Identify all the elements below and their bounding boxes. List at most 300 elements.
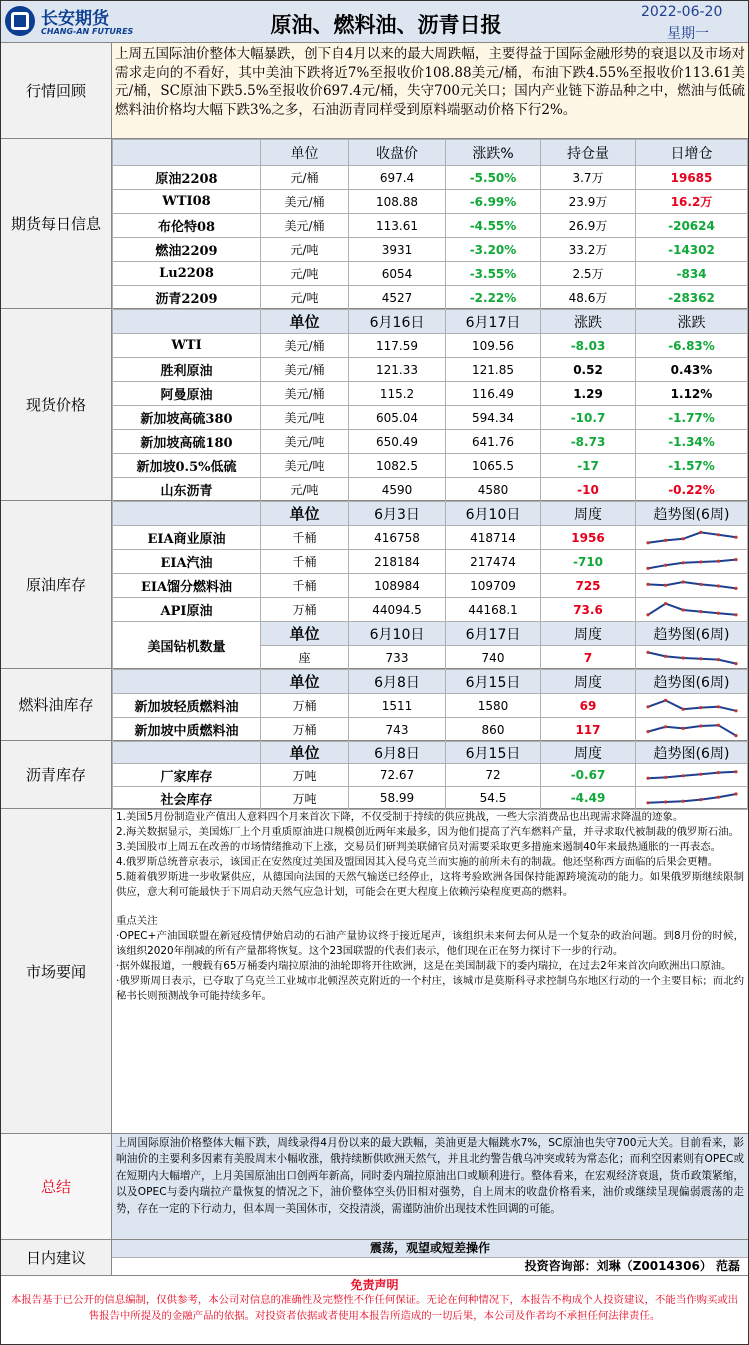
open-interest-cell: 23.9万 [541, 190, 636, 214]
focus-item: ·OPEC+产油国联盟在新冠疫情伊始启动的石油产量协议终于接近尾声，该组织未来何去何从是一个复杂的政治问题。到8月份的时候，该组织2020年削减的所有产量都将恢复。这个23国联盟的代表们表示，他们现在正在努力探讨下一步的行动。 [116, 930, 744, 957]
trend-line [648, 559, 736, 568]
inventory-name: 新加坡轻质燃料油 [113, 694, 261, 718]
futures-header-oi: 持仓量 [541, 140, 636, 166]
company-logo [5, 6, 35, 36]
price-day2-cell: 109.56 [446, 334, 541, 358]
inventory-row [113, 718, 748, 742]
report-weekday: 星期一 [667, 26, 709, 42]
spot-header-d2: 6月17日 [446, 310, 541, 334]
trend-line [648, 603, 736, 614]
news-item: 3.美国股市上周五在改善的市场情绪推动下上涨，交易员们研判美联储官员对需要采取更多措施来遏制40年来最热通胀的一再表态。 [116, 841, 722, 853]
rig-header-row [113, 622, 748, 646]
trend-point [699, 724, 702, 727]
trend-point [699, 773, 702, 776]
trend-cell [636, 694, 748, 718]
trend-point [734, 709, 737, 712]
inventory-name: EIA汽油 [113, 550, 261, 574]
trend-point [681, 580, 684, 583]
trend-point [716, 771, 719, 774]
trend-point [681, 774, 684, 777]
trend-cell [636, 764, 748, 787]
market-review-text: 上周五国际油价整体大幅暴跌，创下自4月以来的最大周跌幅，主要得益于国际金融形势的衰退以及市场对需求走向的不看好，其中美油下跌将近7%至报收价108.88美元/桶，布油下跌4.55%至报收价113.61美元/桶，SC原油下跌5.5%至报收价697.4元/桶，失守700元关口；国内产业链下游品种之中，燃油与低硫燃料油价格均大幅下跌3%之多，石油沥青同样受到原料端驱动价格下行2%。 [112, 43, 748, 139]
rig-header-d2: 6月17日 [446, 622, 541, 646]
unit-cell: 千桶 [261, 526, 349, 550]
fuel-header-blank [113, 670, 261, 694]
contract-name: 燃油2209 [113, 238, 261, 262]
unit-cell: 座 [261, 646, 349, 670]
oi-change-cell: 19685 [636, 166, 748, 190]
weekly-change-cell: -710 [541, 550, 636, 574]
fuel-header-trend: 趋势图(6周) [636, 670, 748, 694]
news-list [116, 810, 744, 900]
change-pct-cell: -4.55% [446, 214, 541, 238]
trend-point [681, 726, 684, 729]
spot-name: 新加坡0.5%低硫 [113, 454, 261, 478]
report-date: 2022-06-20 [641, 4, 723, 20]
fuel-inventory-table [112, 669, 748, 741]
contract-name: 布伦特08 [113, 214, 261, 238]
unit-cell: 美元/桶 [261, 358, 349, 382]
trend-point [699, 706, 702, 709]
value-day1-cell: 108984 [349, 574, 446, 598]
spot-header-d1: 6月16日 [349, 310, 446, 334]
futures-header-change: 涨跌% [446, 140, 541, 166]
spot-header-chg: 涨跌 [541, 310, 636, 334]
price-day1-cell: 1082.5 [349, 454, 446, 478]
open-interest-cell: 26.9万 [541, 214, 636, 238]
futures-row [113, 238, 748, 262]
value-day2-cell: 740 [446, 646, 541, 670]
weekly-change-cell: 7 [541, 646, 636, 670]
weekly-change-cell: 117 [541, 718, 636, 742]
futures-row [113, 286, 748, 310]
unit-cell: 元/吨 [261, 286, 349, 310]
inventory-row [113, 598, 748, 622]
trend-line [648, 772, 736, 778]
disclaimer-title: 免责声明 [350, 1278, 399, 1292]
rig-header-trend: 趋势图(6周) [636, 622, 748, 646]
trend-point [734, 558, 737, 561]
news-item: 1.美国5月份制造业产值出人意料四个月来首次下降，不仅受制于持续的供应挑战，一些大宗消费品也出现需求降温的迹象。 [116, 811, 684, 823]
trend-point [681, 537, 684, 540]
trend-point [734, 792, 737, 795]
unit-cell: 元/吨 [261, 262, 349, 286]
fuel-inventory-label: 燃料油库存 [1, 669, 112, 741]
trend-point [699, 798, 702, 801]
close-price-cell: 3931 [349, 238, 446, 262]
price-day2-cell: 594.34 [446, 406, 541, 430]
asphalt-inventory-table [112, 741, 748, 809]
trend-chart [644, 765, 740, 785]
trend-point [646, 650, 649, 653]
trend-cell [636, 598, 748, 622]
trend-point [664, 602, 667, 605]
header [1, 1, 748, 43]
unit-cell: 元/吨 [261, 238, 349, 262]
weekly-change-cell: 725 [541, 574, 636, 598]
unit-cell: 万桶 [261, 718, 349, 742]
change-cell: -10.7 [541, 406, 636, 430]
value-day1-cell: 44094.5 [349, 598, 446, 622]
price-day2-cell: 641.76 [446, 430, 541, 454]
unit-cell: 美元/桶 [261, 214, 349, 238]
spot-name: 新加坡高硫380 [113, 406, 261, 430]
asphalt-inventory-label: 沥青库存 [1, 741, 112, 809]
trend-point [699, 530, 702, 533]
contract-name: 原油2208 [113, 166, 261, 190]
rig-header-d1: 6月10日 [349, 622, 446, 646]
price-day1-cell: 605.04 [349, 406, 446, 430]
logo-mark-icon [11, 12, 29, 30]
spot-name: 胜利原油 [113, 358, 261, 382]
spot-table [112, 309, 748, 501]
change-pct-cell: 0.43% [636, 358, 748, 382]
trend-point [716, 705, 719, 708]
change-cell: -17 [541, 454, 636, 478]
change-pct-cell: -1.77% [636, 406, 748, 430]
intraday-label: 日内建议 [1, 1240, 112, 1276]
contract-name: 沥青2209 [113, 286, 261, 310]
futures-row [113, 214, 748, 238]
open-interest-cell: 33.2万 [541, 238, 636, 262]
news-item: 4.俄罗斯总统普京表示，该国正在安然度过美国及盟国因其入侵乌克兰而实施的前所未有的制裁。他还坚称西方面临的后果会更糟。 [116, 856, 719, 868]
spot-name: 阿曼原油 [113, 382, 261, 406]
inventory-row [113, 787, 748, 810]
rig-count-name: 美国钻机数量 [113, 622, 261, 670]
asphalt-header-trend: 趋势图(6周) [636, 742, 748, 764]
oi-change-cell: -28362 [636, 286, 748, 310]
oi-change-cell: -14302 [636, 238, 748, 262]
asphalt-header-week: 周度 [541, 742, 636, 764]
open-interest-cell: 3.7万 [541, 166, 636, 190]
futures-row [113, 190, 748, 214]
change-cell: 0.52 [541, 358, 636, 382]
weekly-change-cell: -0.67 [541, 764, 636, 787]
value-day2-cell: 72 [446, 764, 541, 787]
weekly-change-cell: 69 [541, 694, 636, 718]
spot-row [113, 382, 748, 406]
close-price-cell: 113.61 [349, 214, 446, 238]
asphalt-header-d2: 6月15日 [446, 742, 541, 764]
spot-name: 新加坡高硫180 [113, 430, 261, 454]
crude-inventory-label: 原油库存 [1, 501, 112, 669]
unit-cell: 万吨 [261, 787, 349, 810]
unit-cell: 万桶 [261, 694, 349, 718]
value-day1-cell: 72.67 [349, 764, 446, 787]
change-cell: 1.29 [541, 382, 636, 406]
spot-row [113, 430, 748, 454]
trend-chart [644, 600, 740, 620]
crude-header-trend: 趋势图(6周) [636, 502, 748, 526]
value-day2-cell: 109709 [446, 574, 541, 598]
asphalt-header-blank [113, 742, 261, 764]
fuel-header-d1: 6月8日 [349, 670, 446, 694]
inventory-name: 社会库存 [113, 787, 261, 810]
trend-chart [644, 576, 740, 596]
trend-point [681, 608, 684, 611]
trend-point [664, 698, 667, 701]
spot-row [113, 358, 748, 382]
value-day2-cell: 1580 [446, 694, 541, 718]
trend-point [664, 563, 667, 566]
futures-label: 期货每日信息 [1, 139, 112, 309]
price-day1-cell: 115.2 [349, 382, 446, 406]
change-pct-cell: -6.83% [636, 334, 748, 358]
oi-change-cell: -834 [636, 262, 748, 286]
trend-point [646, 541, 649, 544]
spot-name: 山东沥青 [113, 478, 261, 502]
weekly-change-cell: 73.6 [541, 598, 636, 622]
trend-point [716, 658, 719, 661]
unit-cell: 元/吨 [261, 478, 349, 502]
trend-chart [644, 788, 740, 808]
trend-cell [636, 526, 748, 550]
close-price-cell: 697.4 [349, 166, 446, 190]
value-day2-cell: 418714 [446, 526, 541, 550]
trend-point [646, 566, 649, 569]
trend-point [734, 662, 737, 665]
trend-chart [644, 696, 740, 716]
trend-point [716, 584, 719, 587]
trend-cell [636, 787, 748, 810]
inventory-name: 新加坡中质燃料油 [113, 718, 261, 742]
inventory-row [113, 550, 748, 574]
value-day1-cell: 58.99 [349, 787, 446, 810]
crude-header-week: 周度 [541, 502, 636, 526]
disclaimer [1, 1277, 748, 1344]
spot-label: 现货价格 [1, 309, 112, 501]
price-day2-cell: 116.49 [446, 382, 541, 406]
trend-point [664, 654, 667, 657]
unit-cell: 万吨 [261, 764, 349, 787]
trend-line [648, 652, 736, 663]
trend-point [734, 535, 737, 538]
trend-cell [636, 574, 748, 598]
trend-point [681, 561, 684, 564]
trend-cell [636, 646, 748, 670]
close-price-cell: 108.88 [349, 190, 446, 214]
fuel-header-week: 周度 [541, 670, 636, 694]
trend-point [646, 582, 649, 585]
company-name-en: CHANG-AN FUTURES [41, 27, 134, 36]
trend-point [716, 611, 719, 614]
change-pct-cell: 1.12% [636, 382, 748, 406]
news-label: 市场要闻 [1, 809, 112, 1134]
value-day2-cell: 860 [446, 718, 541, 742]
weekly-change-cell: -4.49 [541, 787, 636, 810]
focus-list [116, 929, 744, 1004]
change-pct-cell: -1.34% [636, 430, 748, 454]
price-day2-cell: 4580 [446, 478, 541, 502]
inventory-row [113, 694, 748, 718]
inventory-row [113, 526, 748, 550]
unit-cell: 美元/吨 [261, 454, 349, 478]
futures-header-close: 收盘价 [349, 140, 446, 166]
trend-point [664, 800, 667, 803]
trend-point [681, 707, 684, 710]
value-day1-cell: 733 [349, 646, 446, 670]
change-pct-cell: -5.50% [446, 166, 541, 190]
oi-change-cell: 16.2万 [636, 190, 748, 214]
unit-cell: 万桶 [261, 598, 349, 622]
unit-cell: 元/桶 [261, 166, 349, 190]
futures-header-unit: 单位 [261, 140, 349, 166]
value-day1-cell: 743 [349, 718, 446, 742]
fuel-header-d2: 6月15日 [446, 670, 541, 694]
change-cell: -10 [541, 478, 636, 502]
trend-line [648, 725, 736, 735]
fuel-header-unit: 单位 [261, 670, 349, 694]
trend-point [716, 796, 719, 799]
trend-point [646, 613, 649, 616]
trend-line [648, 582, 736, 588]
change-pct-cell: -1.57% [636, 454, 748, 478]
change-cell: -8.73 [541, 430, 636, 454]
crude-header-d2: 6月10日 [446, 502, 541, 526]
trend-point [664, 725, 667, 728]
spot-row [113, 406, 748, 430]
unit-cell: 千桶 [261, 550, 349, 574]
trend-point [646, 705, 649, 708]
futures-row [113, 262, 748, 286]
trend-chart [644, 720, 740, 740]
unit-cell: 美元/桶 [261, 190, 349, 214]
price-day1-cell: 4590 [349, 478, 446, 502]
trend-point [681, 656, 684, 659]
trend-point [646, 777, 649, 780]
inventory-row [113, 574, 748, 598]
change-pct-cell: -0.22% [636, 478, 748, 502]
asphalt-header-unit: 单位 [261, 742, 349, 764]
inventory-name: EIA商业原油 [113, 526, 261, 550]
inventory-name: API原油 [113, 598, 261, 622]
focus-title: 重点关注 [116, 915, 158, 927]
spot-header-blank [113, 310, 261, 334]
futures-header-oi-change: 日增仓 [636, 140, 748, 166]
change-pct-cell: -6.99% [446, 190, 541, 214]
news-content [112, 809, 748, 1134]
value-day2-cell: 217474 [446, 550, 541, 574]
trend-chart [644, 528, 740, 548]
crude-inventory-table [112, 501, 748, 669]
focus-item: ·据外媒报道，一艘载有65万桶委内瑞拉原油的油轮即将开往欧洲，这是在美国制裁下的委内瑞拉，在过去2年来首次向欧洲出口原油。 [116, 960, 732, 972]
value-day1-cell: 218184 [349, 550, 446, 574]
trend-point [734, 734, 737, 737]
summary-text: 上周国际原油价格整体大幅下跌，周线录得4月份以来的最大跌幅，美油更是大幅跳水7%，SC原油也失守700元大关。目前看来，影响油价的主要利多因素有美股周末小幅收涨，俄持续断供欧洲天然气，并且北约警告俄乌冲突或转为常态化；而利空因素则有OPEC或在短期内大幅增产，上月美国原油出口创两年新高，同时委内瑞拉原油出口或顺利进行。整体看来，在宏观经济衰退，货币政策紧缩，以及OPEC与委内瑞拉产量恢复的情况之下，油价整体空头仍旧相对强势，自上周末的收盘价格看来，油价或继续呈现偏弱震荡的走势，存在一定的下行动力，但本周一美国休市，交投清淡，需谨防油价出现技术性回调的可能。 [112, 1134, 748, 1240]
price-day1-cell: 121.33 [349, 358, 446, 382]
news-item: 5.随着俄罗斯进一步收紧供应，从德国向法国的天然气输送已经停止，这将考验欧洲各国保持能源跨境流动的能力。如果俄罗斯继续限制供应，意大利可能最快于下周启动天然气应急计划，可能会在更大程度上依赖污染程度更高的燃料。 [116, 871, 744, 898]
unit-cell: 千桶 [261, 574, 349, 598]
value-day1-cell: 1511 [349, 694, 446, 718]
unit-cell: 美元/吨 [261, 406, 349, 430]
report-title: 原油、燃料油、沥青日报 [270, 13, 502, 37]
market-review-label: 行情回顾 [1, 43, 112, 139]
oi-change-cell: -20624 [636, 214, 748, 238]
intraday-advice: 震荡，观望或短差操作 [112, 1240, 748, 1258]
trend-point [734, 613, 737, 616]
rig-header-week: 周度 [541, 622, 636, 646]
unit-cell: 美元/吨 [261, 430, 349, 454]
trend-point [681, 800, 684, 803]
company-name-cn: 长安期货 [41, 9, 109, 29]
analyst-credit: 投资咨询部：刘琳（Z0014306） 范磊 [112, 1258, 748, 1276]
spot-row [113, 478, 748, 502]
price-day1-cell: 117.59 [349, 334, 446, 358]
unit-cell: 美元/桶 [261, 382, 349, 406]
spot-header-pct: 涨跌 [636, 310, 748, 334]
summary-label: 总结 [1, 1134, 112, 1240]
futures-table [112, 139, 748, 309]
trend-point [699, 560, 702, 563]
open-interest-cell: 48.6万 [541, 286, 636, 310]
inventory-name: 厂家库存 [113, 764, 261, 787]
inventory-row [113, 764, 748, 787]
value-day2-cell: 54.5 [446, 787, 541, 810]
trend-line [648, 532, 736, 542]
crude-header-blank [113, 502, 261, 526]
trend-point [699, 582, 702, 585]
change-pct-cell: -3.20% [446, 238, 541, 262]
spot-header-unit: 单位 [261, 310, 349, 334]
trend-point [734, 586, 737, 589]
trend-line [648, 794, 736, 803]
price-day2-cell: 1065.5 [446, 454, 541, 478]
trend-point [699, 657, 702, 660]
change-pct-cell: -2.22% [446, 286, 541, 310]
trend-chart [644, 648, 740, 668]
trend-line [648, 700, 736, 710]
futures-row [113, 166, 748, 190]
disclaimer-text: 本报告基于已公开的信息编制，仅供参考，本公司对信息的准确性及完整性不作任何保证。无论在何种情况下，本报告不构成个人投资建议，不能当作购买或出售报告中所提及的金融产品的依据。对投资者依据或者使用本报告所造成的一切后果，本公司及作者均不承担任何法律责任。 [10, 1294, 739, 1322]
change-cell: -8.03 [541, 334, 636, 358]
crude-header-d1: 6月3日 [349, 502, 446, 526]
trend-point [699, 610, 702, 613]
focus-item: ·俄罗斯周日表示，已夺取了乌克兰工业城市北顿涅茨克附近的一个村庄，该城市是莫斯科寻求控制乌东地区行动的一个主要目标；而北约秘书长则预测战争可能持续多年。 [116, 975, 744, 1002]
trend-cell [636, 718, 748, 742]
trend-point [716, 533, 719, 536]
trend-point [664, 583, 667, 586]
spot-name: WTI [113, 334, 261, 358]
news-item: 2.海关数据显示，美国炼厂上个月重质原油进口规模创近两年来最多，因为他们提高了汽车燃料产量，并寻求取代被制裁的俄罗斯石油。 [116, 826, 739, 838]
change-pct-cell: -3.55% [446, 262, 541, 286]
value-day1-cell: 416758 [349, 526, 446, 550]
trend-point [646, 801, 649, 804]
rig-header-unit: 单位 [261, 622, 349, 646]
trend-cell [636, 550, 748, 574]
price-day2-cell: 121.85 [446, 358, 541, 382]
futures-header-blank [113, 140, 261, 166]
spot-row [113, 334, 748, 358]
trend-chart [644, 552, 740, 572]
contract-name: WTI08 [113, 190, 261, 214]
open-interest-cell: 2.5万 [541, 262, 636, 286]
contract-name: Lu2208 [113, 262, 261, 286]
weekly-change-cell: 1956 [541, 526, 636, 550]
trend-point [646, 730, 649, 733]
trend-point [716, 559, 719, 562]
trend-point [734, 770, 737, 773]
asphalt-header-d1: 6月8日 [349, 742, 446, 764]
inventory-name: EIA馏分燃料油 [113, 574, 261, 598]
value-day2-cell: 44168.1 [446, 598, 541, 622]
trend-point [664, 538, 667, 541]
price-day1-cell: 650.49 [349, 430, 446, 454]
trend-point [716, 723, 719, 726]
spot-row [113, 454, 748, 478]
trend-point [664, 776, 667, 779]
close-price-cell: 4527 [349, 286, 446, 310]
close-price-cell: 6054 [349, 262, 446, 286]
